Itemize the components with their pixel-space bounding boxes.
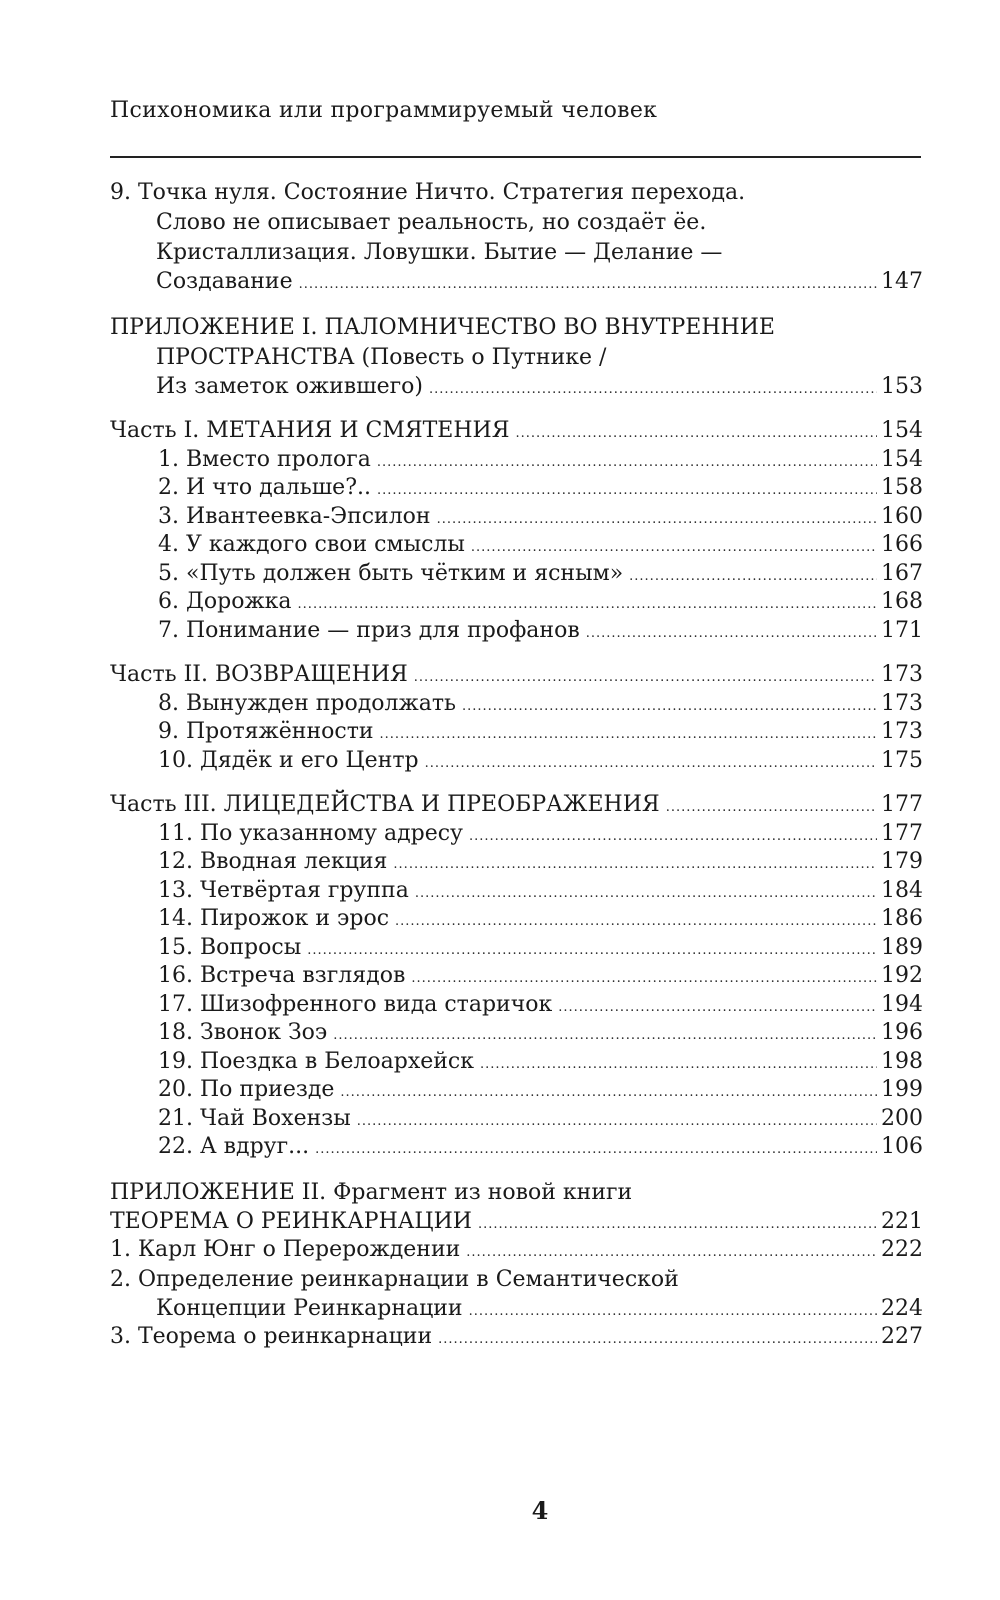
chapter-row [110, 446, 921, 475]
toc-line: Слово не описывает реальность, но создаёт ёе. [156, 210, 707, 235]
page-number: 4 [531, 1496, 549, 1525]
dot-leader [466, 1239, 877, 1268]
part-title: Часть I. МЕТАНИЯ И СМЯТЕНИЯ [110, 418, 510, 443]
chapter-row [110, 617, 921, 646]
chapter-row [110, 560, 921, 589]
dot-leader [393, 851, 877, 880]
toc-entry-9 [110, 178, 921, 297]
chapter-label: 1. Вместо пролога [158, 446, 371, 472]
page-ref: 186 [881, 906, 923, 931]
chapter-label: 18. Звонок Зоэ [158, 1020, 328, 1045]
chapter-label: 19. Поездка в Белоархейск [158, 1048, 474, 1074]
dot-leader [471, 534, 877, 563]
chapter-label: 22. А вдруг... [158, 1134, 310, 1159]
dot-leader [411, 965, 877, 994]
chapter-label: 11. По указанному адресу [158, 820, 463, 846]
page-ref: 184 [881, 877, 923, 903]
chapter-label: 6. Дорожка [158, 589, 292, 614]
chapter-label: 1. Карл Юнг о Перерождении [110, 1237, 461, 1262]
chapter-label: 21. Чай Вохензы [158, 1105, 351, 1131]
dot-leader [380, 721, 877, 750]
chapter-row [110, 1076, 921, 1105]
chapter-row [110, 503, 921, 532]
dot-leader [462, 693, 877, 722]
page-ref: 167 [881, 560, 923, 586]
toc-row [110, 373, 921, 402]
page-ref: 179 [881, 849, 923, 874]
chapter-row [110, 820, 921, 849]
chapter-row [110, 905, 921, 934]
toc-label: Из заметок ожившего) [156, 373, 423, 399]
page-ref: 196 [881, 1020, 923, 1045]
page-ref: 177 [881, 792, 923, 817]
chapter-row [110, 531, 921, 560]
chapter-label: 5. «Путь должен быть чётким и ясным» [158, 560, 624, 586]
dot-leader [469, 823, 877, 852]
chapter-label: 7. Понимание — приз для профанов [158, 617, 580, 643]
page-ref: 160 [881, 503, 923, 529]
page-ref: 224 [881, 1295, 923, 1321]
chapter-row [110, 1133, 921, 1162]
dot-leader [307, 937, 877, 966]
toc-line: ПРИЛОЖЕНИЕ I. ПАЛОМНИЧЕСТВО ВО ВНУТРЕННИЕ [110, 314, 775, 340]
part-heading-row [110, 661, 921, 690]
toc-row [110, 1208, 921, 1237]
dot-leader [425, 750, 877, 779]
dot-leader [333, 1022, 877, 1051]
dot-leader [429, 376, 877, 405]
page-ref: 222 [881, 1237, 923, 1262]
chapter-label: 12. Вводная лекция [158, 849, 388, 874]
chapter-label: 17. Шизофренного вида старичок [158, 991, 553, 1017]
dot-leader [298, 591, 877, 620]
page-ref: 154 [881, 446, 923, 472]
chapter-row [110, 991, 921, 1020]
page-ref: 166 [881, 532, 923, 557]
chapter-label: 16. Встреча взглядов [158, 963, 406, 988]
page-ref: 147 [881, 269, 923, 294]
dot-leader [357, 1108, 877, 1137]
page-ref: 173 [881, 690, 923, 716]
dot-leader [377, 449, 877, 478]
toc-part-3 [110, 791, 921, 1162]
page-ref: 153 [881, 373, 923, 399]
chapter-label: 3. Ивантеевка-Эпсилон [158, 503, 431, 529]
table-of-contents [110, 178, 921, 1352]
dot-leader [437, 506, 877, 535]
page-ref: 194 [881, 991, 923, 1017]
dot-leader [415, 880, 877, 909]
dot-leader [438, 1326, 877, 1355]
chapter-label: 14. Пирожок и эрос [158, 906, 390, 931]
chapter-label: Концепции Реинкарнации [156, 1295, 463, 1321]
part-title: Часть II. ВОЗВРАЩЕНИЯ [110, 662, 408, 687]
page-ref: 168 [881, 589, 923, 614]
chapter-row [110, 877, 921, 906]
chapter-row [110, 1048, 921, 1077]
page-ref: 192 [881, 963, 923, 988]
header-rule [110, 156, 921, 158]
chapter-row [110, 1019, 921, 1048]
dot-leader [340, 1079, 877, 1108]
dot-leader [478, 1211, 877, 1240]
page-ref: 221 [881, 1208, 923, 1234]
chapter-row [110, 962, 921, 991]
chapter-row [110, 848, 921, 877]
chapter-label: 8. Вынужден продолжать [158, 690, 456, 716]
toc-part-2 [110, 661, 921, 775]
page-ref: 171 [881, 617, 923, 643]
chapter-row [110, 934, 921, 963]
part-title: Часть III. ЛИЦЕДЕЙСТВА И ПРЕОБРАЖЕНИЯ [110, 792, 660, 817]
dot-leader [395, 908, 877, 937]
running-header: Психономика или программируемый человек [110, 98, 658, 123]
toc-row [110, 268, 921, 297]
toc-line: 9. Точка нуля. Состояние Ничто. Стратегия перехода. [110, 180, 746, 205]
page-ref: 106 [881, 1134, 923, 1159]
toc-line: ПРОСТРАНСТВА (Повесть о Путнике / [156, 344, 607, 370]
chapter-row [110, 588, 921, 617]
page-ref: 227 [881, 1324, 923, 1349]
chapter-row [110, 474, 921, 503]
chapter-label: 2. И что дальше?.. [158, 475, 371, 500]
chapter-row [110, 690, 921, 719]
dot-leader [516, 420, 878, 449]
page-ref: 189 [881, 934, 923, 960]
toc-line: Кристаллизация. Ловушки. Бытие — Делание — [156, 240, 723, 265]
chapter-row [110, 1323, 921, 1352]
page-ref: 158 [881, 475, 923, 500]
toc-line: ПРИЛОЖЕНИЕ II. Фрагмент из новой книги [110, 1179, 633, 1205]
page-ref: 198 [881, 1048, 923, 1074]
page-ref: 173 [881, 662, 923, 687]
dot-leader [414, 664, 877, 693]
chapter-label: 15. Вопросы [158, 934, 302, 960]
dot-leader [666, 794, 877, 823]
dot-leader [586, 620, 877, 649]
chapter-label: 13. Четвёртая группа [158, 877, 409, 903]
dot-leader [629, 563, 877, 592]
page-ref: 173 [881, 719, 923, 744]
page-ref: 177 [881, 820, 923, 846]
toc-appendix-1 [110, 313, 921, 402]
toc-label: ТЕОРЕМА О РЕИНКАРНАЦИИ [110, 1208, 472, 1234]
part-heading-row [110, 417, 921, 446]
toc-line: 2. Определение реинкарнации в Семантической [110, 1266, 679, 1292]
chapter-label: 20. По приезде [158, 1077, 335, 1102]
page-ref: 175 [881, 747, 923, 773]
page-ref: 199 [881, 1077, 923, 1102]
chapter-row [110, 1295, 921, 1324]
toc-label: Создавание [156, 269, 293, 294]
dot-leader [377, 477, 877, 506]
dot-leader [480, 1051, 877, 1080]
dot-leader [558, 994, 877, 1023]
page-ref: 200 [881, 1105, 923, 1131]
toc-appendix-2 [110, 1178, 921, 1352]
dot-leader [315, 1136, 877, 1165]
chapter-label: 4. У каждого свои смыслы [158, 532, 465, 557]
toc-part-1 [110, 417, 921, 645]
part-heading-row [110, 791, 921, 820]
page-ref: 154 [881, 418, 923, 443]
chapter-row [110, 1236, 921, 1265]
chapter-row [110, 1105, 921, 1134]
chapter-label: 9. Протяжённости [158, 719, 374, 744]
dot-leader [469, 1298, 877, 1327]
chapter-row [110, 718, 921, 747]
dot-leader [299, 271, 877, 300]
chapter-label: 3. Теорема о реинкарнации [110, 1324, 433, 1349]
chapter-row [110, 747, 921, 776]
chapter-label: 10. Дядёк и его Центр [158, 747, 419, 773]
